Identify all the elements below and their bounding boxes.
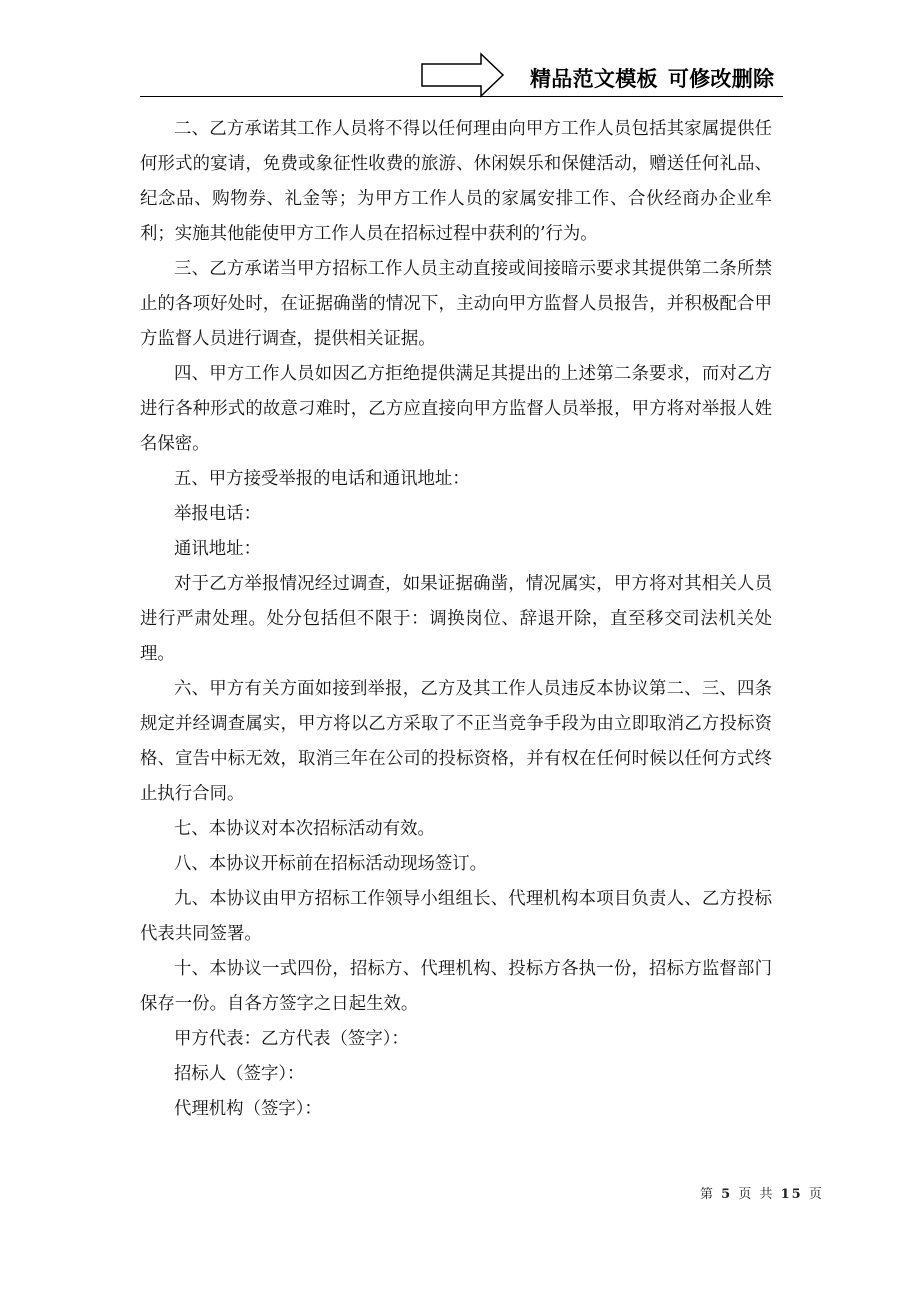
total-pages: 15 — [780, 1187, 803, 1202]
page-prefix: 第 — [700, 1187, 716, 1202]
report-phone-line: 举报电话： — [174, 504, 261, 524]
party-b-signature-label: 乙方代表（签字）： — [260, 1029, 409, 1049]
tenderer-signature-label: 招标人（签字）： — [174, 1064, 305, 1084]
page-header — [0, 0, 920, 100]
header-label-right: 可修改删除 — [667, 67, 775, 91]
page-suffix: 页 — [808, 1187, 824, 1202]
header-label-left: 精品范文模板 — [530, 67, 658, 91]
page-number — [700, 1183, 824, 1202]
clause-10: 十、本协议一式四份，招标方、代理机构、投标方各执一份，招标方监督部门保存一份。自各方签字之日起生效。 — [140, 959, 772, 1014]
signature-row-parties — [140, 1022, 772, 1057]
clause-8: 八、本协议开标前在招标活动现场签订。 — [174, 854, 488, 874]
clause-9: 九、本协议由甲方招标工作领导小组组长、代理机构本项目负责人、乙方投标代表共同签署。 — [140, 889, 772, 944]
clause-4: 四、甲方工作人员如因乙方拒绝提供满足其提出的上述第二条要求，而对乙方进行各种形式的故意刁难时，乙方应直接向甲方监督人员举报，甲方将对举报人姓名保密。 — [140, 364, 772, 454]
document-body — [140, 112, 772, 1127]
clause-2: 二、乙方承诺其工作人员将不得以任何理由向甲方工作人员包括其家属提供任何形式的宴请，免费或象征性收费的旅游、休闲娱乐和保健活动，赠送任何礼品、纪念品、购物券、礼金等；为甲方工作人员的家属安排工作、合伙经商办企业牟利；实施其他能使甲方工作人员在招标过程中获利的’行为。 — [140, 119, 772, 244]
party-a-signature-label: 甲方代表： — [174, 1029, 261, 1049]
clause-6: 六、甲方有关方面如接到举报，乙方及其工作人员违反本协议第二、三、四条规定并经调查属实，甲方将以乙方采取了不正当竞争手段为由立即取消乙方投标资格、宣告中标无效，取消三年在公司的投标资格，并有权在任何时候以任何方式终止执行合同。 — [140, 679, 772, 804]
header-label — [530, 63, 774, 93]
header-rule — [140, 96, 783, 97]
agency-signature-label: 代理机构（签字）： — [174, 1099, 322, 1119]
report-address-line: 通讯地址： — [174, 539, 261, 559]
clause-7: 七、本协议对本次招标活动有效。 — [174, 819, 435, 839]
investigation-paragraph: 对于乙方举报情况经过调查，如果证据确凿，情况属实，甲方将对其相关人员进行严肃处理。处分包括但不限于：调换岗位、辞退开除，直至移交司法机关处理。 — [140, 574, 772, 664]
right-arrow-icon — [421, 52, 505, 98]
clause-3: 三、乙方承诺当甲方招标工作人员主动直接或间接暗示要求其提供第二条所禁止的各项好处时，在证据确凿的情况下，主动向甲方监督人员报告，并积极配合甲方监督人员进行调查，提供相关证据。 — [140, 259, 772, 349]
page-middle: 页 共 — [738, 1187, 775, 1202]
clause-5: 五、甲方接受举报的电话和通讯地址： — [174, 469, 470, 489]
current-page: 5 — [721, 1187, 733, 1202]
